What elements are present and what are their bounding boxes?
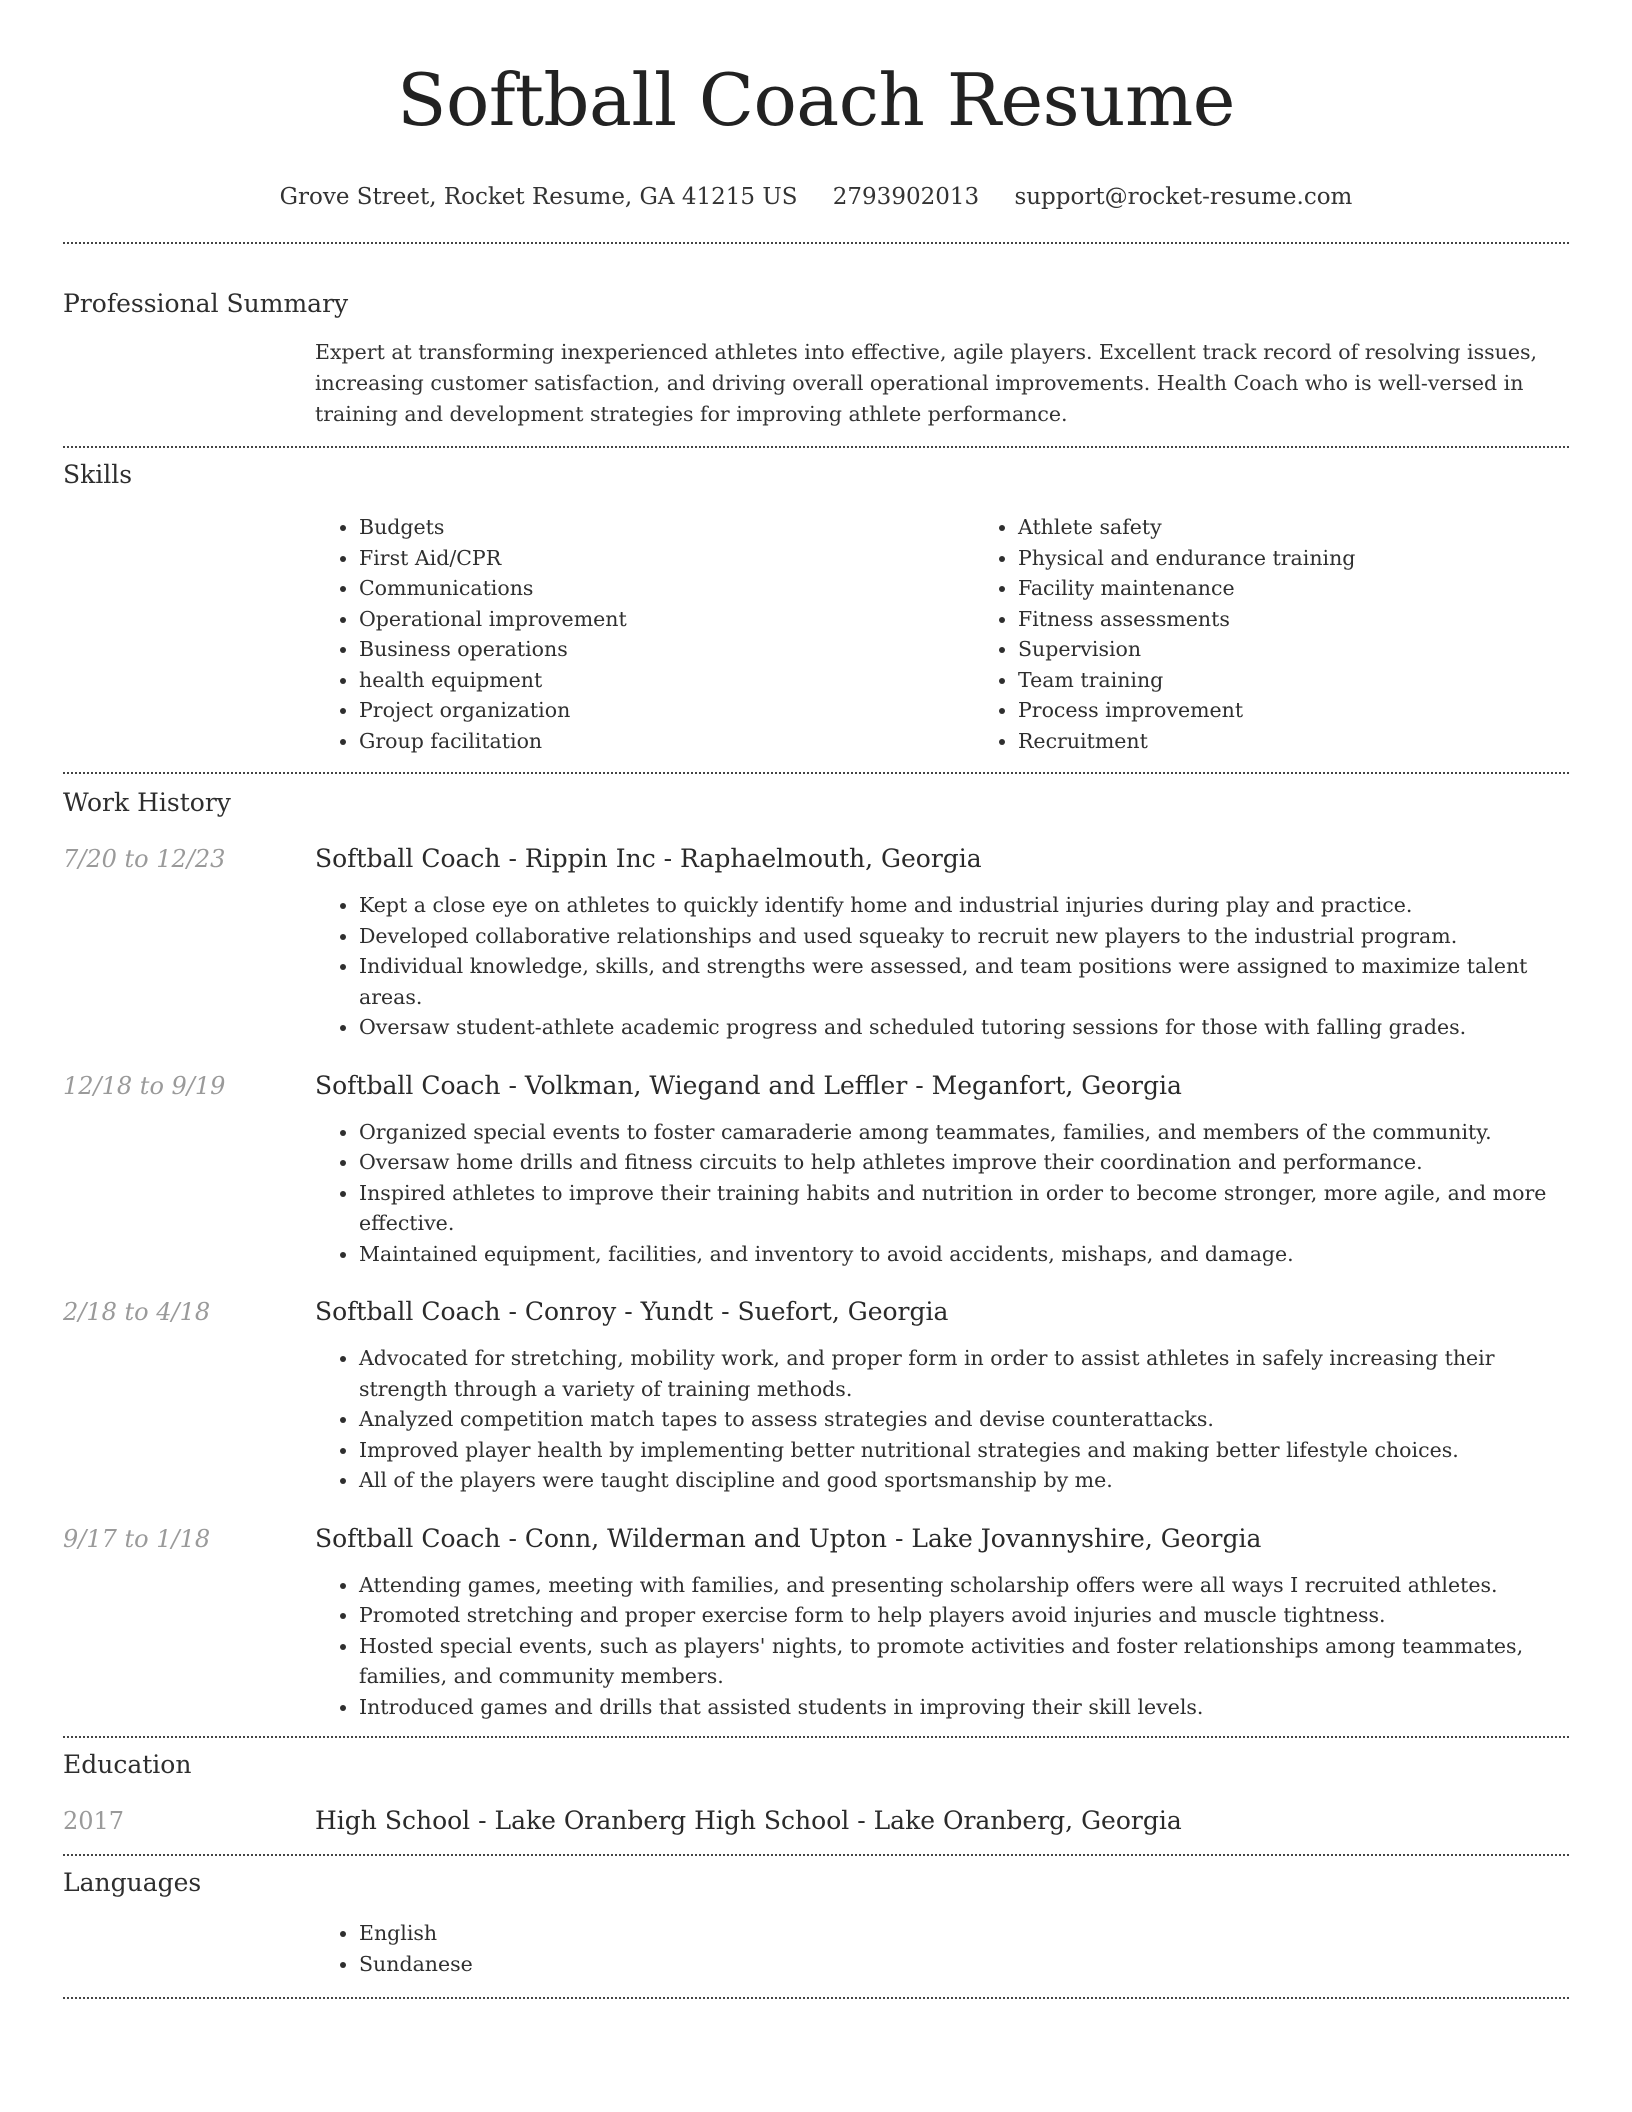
skill-item: • Business operations [359,634,974,665]
contact-email: support@rocket-resume.com [1014,184,1353,210]
job-entry [63,1069,1569,1270]
job-bullet: • Attending games, meeting with families, and presenting scholarship offers were all ways I recruited athletes. [359,1570,1569,1601]
contact-address: Grove Street, Rocket Resume, GA 41215 US [279,184,798,210]
job-bullet: • All of the players were taught discipline and good sportsmanship by me. [359,1465,1569,1496]
divider [63,1997,1569,1999]
skill-item: • Process improvement [1018,695,1632,726]
summary-section [63,287,1569,430]
job-bullet: • Analyzed competition match tapes to assess strategies and devise counterattacks. [359,1404,1569,1435]
job-title: Softball Coach - Conroy - Yundt - Suefort, Georgia [315,1297,949,1326]
skill-item: • Operational improvement [359,604,974,635]
job-dates: 7/20 to 12/23 [63,845,226,873]
skills-section [63,458,1569,756]
skill-item: • Physical and endurance training [1018,543,1632,574]
education-entry: High School - Lake Oranberg High School - Lake Oranberg, Georgia [315,1806,1182,1835]
job-title: Softball Coach - Volkman, Wiegand and Leffler - Meganfort, Georgia [315,1070,1182,1100]
skill-item: • Recruitment [1018,726,1632,757]
skill-item: • Facility maintenance [1018,573,1632,604]
language-item: • English [359,1918,1569,1949]
skill-item: • Group facilitation [359,726,974,757]
divider [63,446,1569,448]
contact-phone: 2793902013 [832,184,980,210]
resume-title: Softball Coach Resume [397,58,1235,142]
job-entry [63,842,1569,1043]
job-bullet: • Improved player health by implementing better nutritional strategies and making better lifestyle choices. [359,1435,1569,1466]
divider [63,1736,1569,1738]
job-bullet: • Promoted stretching and proper exercise form to help players avoid injuries and muscle tightness. [359,1600,1569,1631]
job-bullet: • Advocated for stretching, mobility work, and proper form in order to assist athletes in safely increasing their strength through a variety of training methods. [359,1343,1569,1404]
job-bullet: • Inspired athletes to improve their training habits and nutrition in order to become stronger, more agile, and more effective. [359,1178,1569,1239]
summary-text: Expert at transforming inexperienced athletes into effective, agile players. Excellent track record of resolving issues, increasing customer satisfaction, and driving overall operational improvements. Health Coach who is well-versed in training and development strategies for improving athlete performance. [315,340,1538,426]
work-section [63,786,1569,1722]
skills-list-right [974,512,1632,756]
skills-heading: Skills [63,460,133,489]
job-bullets [315,1343,1569,1496]
language-item: • Sundanese [359,1949,1569,1980]
job-dates: 9/17 to 1/18 [63,1524,211,1553]
skills-list-left [315,512,974,756]
job-bullet: • Kept a close eye on athletes to quickly identify home and industrial injuries during play and practice. [359,890,1569,921]
education-year: 2017 [63,1807,125,1835]
job-bullet: • Hosted special events, such as players' nights, to promote activities and foster relationships among teammates, families, and community members. [359,1631,1569,1692]
skill-item: • Communications [359,573,974,604]
job-bullets [315,890,1569,1043]
skill-item: • health equipment [359,665,974,696]
languages-section [63,1866,1569,1979]
contact-line [63,182,1569,212]
languages-heading: Languages [63,1868,202,1897]
skill-item: • Fitness assessments [1018,604,1632,635]
job-bullet: • Oversaw student-athlete academic progress and scheduled tutoring sessions for those with falling grades. [359,1012,1569,1043]
job-dates: 12/18 to 9/19 [63,1071,226,1100]
skill-item: • First Aid/CPR [359,543,974,574]
job-bullets [315,1117,1569,1270]
job-bullet: • Maintained equipment, facilities, and inventory to avoid accidents, mishaps, and damage. [359,1239,1569,1270]
skill-item: • Athlete safety [1018,512,1632,543]
job-bullets [315,1570,1569,1723]
divider [63,242,1569,244]
divider [63,772,1569,774]
job-entry [63,1522,1569,1723]
job-title: Softball Coach - Rippin Inc - Raphaelmouth, Georgia [315,844,982,873]
job-title: Softball Coach - Conn, Wilderman and Upton - Lake Jovannyshire, Georgia [315,1523,1262,1553]
skill-item: • Budgets [359,512,974,543]
job-dates: 2/18 to 4/18 [63,1298,211,1326]
divider [63,1854,1569,1856]
education-heading: Education [63,1750,192,1779]
job-bullet: • Individual knowledge, skills, and strengths were assessed, and team positions were assigned to maximize talent areas. [359,951,1569,1012]
job-bullet: • Developed collaborative relationships and used squeaky to recruit new players to the industrial program. [359,921,1569,952]
skill-item: • Team training [1018,665,1632,696]
work-heading: Work History [63,788,231,817]
job-bullet: • Introduced games and drills that assisted students in improving their skill levels. [359,1692,1569,1723]
job-entry [63,1295,1569,1496]
job-bullet: • Organized special events to foster camaraderie among teammates, families, and members of the community. [359,1117,1569,1148]
summary-heading: Professional Summary [63,289,349,318]
education-section [63,1748,1569,1838]
skill-item: • Project organization [359,695,974,726]
job-bullet: • Oversaw home drills and fitness circuits to help athletes improve their coordination and performance. [359,1147,1569,1178]
skill-item: • Supervision [1018,634,1632,665]
languages-list [315,1918,1569,1979]
